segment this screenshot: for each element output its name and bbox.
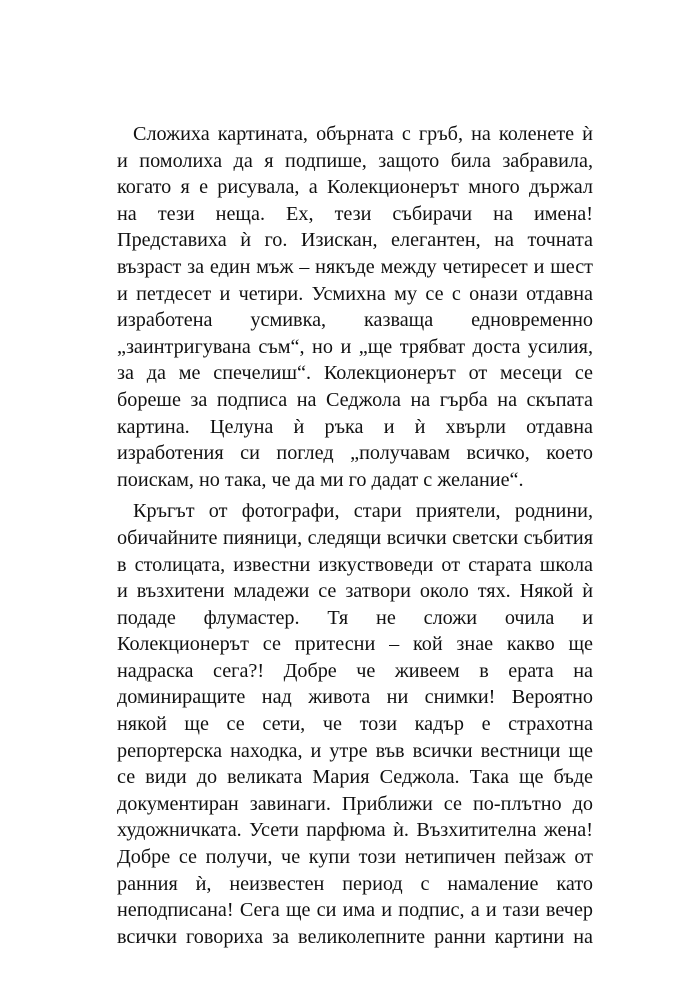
- text-line: Кръгът от фотографи, стари приятели, роднини,: [133, 500, 593, 523]
- text-line: и петдесет и четири. Усмихна му се с онази отдавна: [117, 282, 593, 305]
- text-line: Колекционерът се притесни – кой знае какво ще: [117, 633, 593, 656]
- text-line: Представиха ѝ го. Изискан, елегантен, на точната: [117, 229, 593, 252]
- text-line: подаде флумастер. Тя не сложи очила и: [117, 606, 593, 629]
- paragraph-2: [117, 498, 593, 950]
- text-line: Сложиха картината, обърната с гръб, на коленете ѝ: [133, 123, 593, 145]
- text-line: когато я е рисувала, а Колекционерът много държал: [117, 176, 593, 199]
- text-line: се види до великата Мария Седжола. Така ще бъде: [117, 766, 593, 789]
- text-line: Добре се получи, че купи този нетипичен пейзаж от: [117, 846, 593, 869]
- text-line: поискам, но така, че да ми го дадат с желание“.: [117, 468, 524, 491]
- text-line: изработения си поглед „получавам всичко, което: [117, 442, 593, 465]
- text-line: обичайните пияници, следящи всички светски събития: [117, 526, 593, 549]
- text-line: възраст за един мъж – някъде между четиресет и шест: [117, 255, 593, 278]
- text-line: доминиращите над живота ни снимки! Вероятно: [117, 686, 593, 709]
- text-line: за да ме спечелиш“. Колекционерът от месеци се: [117, 362, 593, 385]
- text-line: на тези неща. Ех, тези събирачи на имена!: [117, 202, 593, 225]
- paragraph-1: [117, 121, 593, 493]
- text-line: в столицата, известни изкуствоведи от старата школа: [117, 553, 593, 576]
- text-line: и възхитени младежи се затвори около тях. Някой ѝ: [117, 580, 593, 603]
- text-line: картина. Целуна ѝ ръка и ѝ хвърли отдавна: [117, 415, 593, 438]
- text-line: ранния ѝ, неизвестен период с намаление като: [117, 872, 593, 895]
- text-line: надраска сега?! Добре че живеем в ерата на: [117, 659, 593, 682]
- text-line: репортерска находка, и утре във всички вестници ще: [117, 739, 593, 762]
- text-line: неподписана! Сега ще си има и подпис, а и тази вечер: [117, 899, 593, 922]
- text-line: бореше за подписа на Седжола на гърба на скъпата: [117, 388, 593, 411]
- text-line: документиран завинаги. Приближи се по-плътно до: [117, 792, 593, 815]
- text-line: всички говориха за великолепните ранни картини на: [117, 925, 593, 948]
- text-line: и помолиха да я подпише, защото била забравила,: [117, 149, 593, 172]
- body-text: [117, 121, 593, 950]
- text-line: изработена усмивка, казваща едновременно: [117, 309, 593, 332]
- text-line: някой ще се сети, че този кадър е страхотна: [117, 713, 593, 736]
- text-line: „заинтригувана съм“, но и „ще трябват доста усилия,: [117, 335, 593, 358]
- text-line: художничката. Усети парфюма ѝ. Възхитителна жена!: [117, 819, 593, 842]
